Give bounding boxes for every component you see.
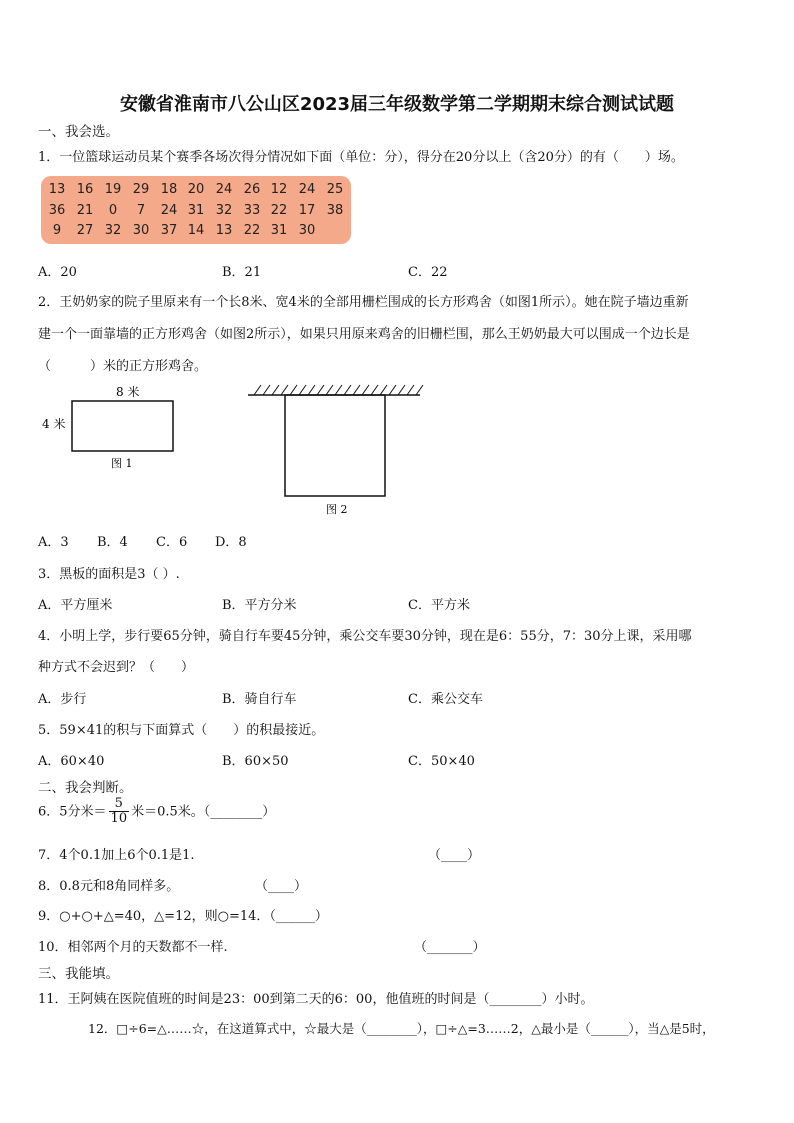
q6-text-before: 6．5分米＝ (38, 804, 107, 820)
question-4-line-1: 4．小明上学，步行要65分钟，骑自行车要45分钟，乘公交车要30分钟，现在是6：55分，7：30分上课，采用哪 (38, 629, 692, 644)
score-cell: 22 (243, 223, 261, 238)
hatch-mark (416, 385, 423, 395)
page-title: 安徽省淮南市八公山区2023届三年级数学第二学期期末综合测试试题 (119, 94, 675, 115)
score-cell: 30 (298, 223, 316, 238)
score-cell: 29 (132, 182, 150, 197)
fig2-caption: 图 2 (326, 503, 348, 516)
hatch-mark (335, 385, 342, 395)
hatch-mark (380, 385, 387, 395)
question-3: 3．黑板的面积是3（ ）. (38, 567, 180, 582)
score-cell: 0 (108, 203, 118, 218)
score-cell: 32 (215, 203, 233, 218)
question-8: 8．0.8元和8角同样多。 (38, 879, 180, 894)
fraction-numerator: 5 (109, 797, 130, 812)
score-cell: 14 (187, 223, 205, 238)
question-9: 9．○+○+△=40，△=12，则○=14．（______） (38, 909, 328, 924)
q2-option-d[interactable]: D．8 (215, 535, 247, 550)
hatch-mark (371, 385, 378, 395)
q4-option-c[interactable]: C．乘公交车 (408, 692, 483, 707)
q3-option-b[interactable]: B．平方分米 (222, 598, 297, 613)
score-cell: 30 (132, 223, 150, 238)
question-5: 5．59×41的积与下面算式（ ）的积最接近。 (38, 723, 325, 738)
q1-option-c[interactable]: C．22 (408, 265, 448, 280)
q8-answer-blank[interactable]: （____） (255, 879, 308, 894)
fig1-rectangle (72, 401, 173, 451)
score-cell: 7 (136, 203, 146, 218)
score-cell: 31 (270, 223, 288, 238)
score-cell: 37 (160, 223, 178, 238)
wall-hatching (254, 385, 423, 395)
q1-option-a[interactable]: A．20 (38, 265, 77, 280)
score-cell: 20 (187, 182, 205, 197)
score-cell: 31 (187, 203, 205, 218)
score-cell: 38 (326, 203, 344, 218)
question-10: 10．相邻两个月的天数都不一样. (38, 940, 228, 955)
q1-option-b[interactable]: B．21 (222, 265, 262, 280)
fig1-width-label: 8 米 (116, 385, 140, 399)
chicken-coop-figures (0, 378, 794, 518)
q3-option-a[interactable]: A．平方厘米 (38, 598, 113, 613)
section-heading: 二、我会判断。 (38, 780, 133, 796)
score-cell: 24 (160, 203, 178, 218)
hatch-mark (344, 385, 351, 395)
score-cell: 32 (104, 223, 122, 238)
hatch-mark (272, 385, 279, 395)
score-cell: 16 (76, 182, 94, 197)
q4-option-b[interactable]: B．骑自行车 (222, 692, 297, 707)
score-table (41, 176, 351, 244)
hatch-mark (317, 385, 324, 395)
q6-text-after: 米＝0.5米。（________） (131, 804, 276, 820)
hatch-mark (281, 385, 288, 395)
question-12: 12．□÷6=△……☆，在这道算式中，☆最大是（________），□÷△=3……2，△最小是（______），当△是5时， (88, 1021, 715, 1036)
hatch-mark (326, 385, 333, 395)
q7-answer-blank[interactable]: （____） (428, 848, 481, 863)
score-cell: 27 (76, 223, 94, 238)
question-2-line-3: （ ）米的正方形鸡舍。 (38, 359, 208, 374)
fig1-height-label: 4 米 (42, 417, 66, 431)
figure-2 (248, 385, 423, 516)
score-cell: 25 (326, 182, 344, 197)
hatch-mark (290, 385, 297, 395)
question-2-line-2: 建一个一面靠墙的正方形鸡舍（如图2所示），如果只用原来鸡舍的旧栅栏围，那么王奶奶最大可以围成一个边长是 (38, 327, 690, 342)
fraction-denominator: 10 (110, 811, 128, 827)
q2-option-a[interactable]: A．3 (38, 535, 69, 550)
score-cell: 13 (215, 223, 233, 238)
question-2-line-1: 2．王奶奶家的院子里原来有一个长8米、宽4米的全部用栅栏围成的长方形鸡舍（如图1所示）。她在院子墙边重新 (38, 295, 689, 310)
question-6 (38, 797, 275, 827)
hatch-mark (398, 385, 405, 395)
q5-option-c[interactable]: C．50×40 (408, 754, 475, 769)
score-cell: 21 (76, 203, 94, 218)
score-cell: 18 (160, 182, 178, 197)
hatch-mark (263, 385, 270, 395)
section-heading: 三、我能填。 (38, 966, 119, 982)
score-cell: 22 (270, 203, 288, 218)
hatch-mark (308, 385, 315, 395)
score-cell: 33 (243, 203, 261, 218)
q2-option-b[interactable]: B．4 (97, 535, 128, 550)
score-cell: 17 (298, 203, 316, 218)
q2-option-c[interactable]: C．6 (156, 535, 188, 550)
q5-option-a[interactable]: A．60×40 (38, 754, 105, 769)
q5-option-b[interactable]: B．60×50 (222, 754, 289, 769)
figure-1 (42, 384, 173, 470)
question-1: 1．一位篮球运动员某个赛季各场次得分情况如下面（单位：分），得分在20分以上（含20分）的有（ ）场。 (38, 150, 684, 165)
q4-option-a[interactable]: A．步行 (38, 692, 87, 707)
hatch-mark (254, 385, 261, 395)
q3-option-c[interactable]: C．平方米 (408, 598, 470, 613)
fig2-square (285, 395, 385, 496)
score-cell: 36 (48, 203, 66, 218)
question-4-line-2: 种方式不会迟到？（ ） (38, 660, 195, 675)
hatch-mark (299, 385, 306, 395)
score-cell: 24 (215, 182, 233, 197)
score-cell: 13 (48, 182, 66, 197)
q10-answer-blank[interactable]: （_______） (414, 940, 486, 955)
fig1-caption: 图 1 (111, 457, 133, 470)
section-heading: 一、我会选。 (38, 124, 119, 140)
hatch-mark (353, 385, 360, 395)
score-cell: 24 (298, 182, 316, 197)
score-cell: 12 (270, 182, 288, 197)
score-cell: 26 (243, 182, 261, 197)
score-cell: 9 (52, 223, 62, 238)
hatch-mark (362, 385, 369, 395)
question-7: 7．4个0.1加上6个0.1是1. (38, 848, 195, 863)
hatch-mark (407, 385, 414, 395)
fraction (109, 797, 130, 827)
hatch-mark (389, 385, 396, 395)
question-11: 11．王阿姨在医院值班的时间是23：00到第二天的6：00，他值班的时间是（________）小时。 (38, 992, 594, 1007)
score-cell: 19 (104, 182, 122, 197)
